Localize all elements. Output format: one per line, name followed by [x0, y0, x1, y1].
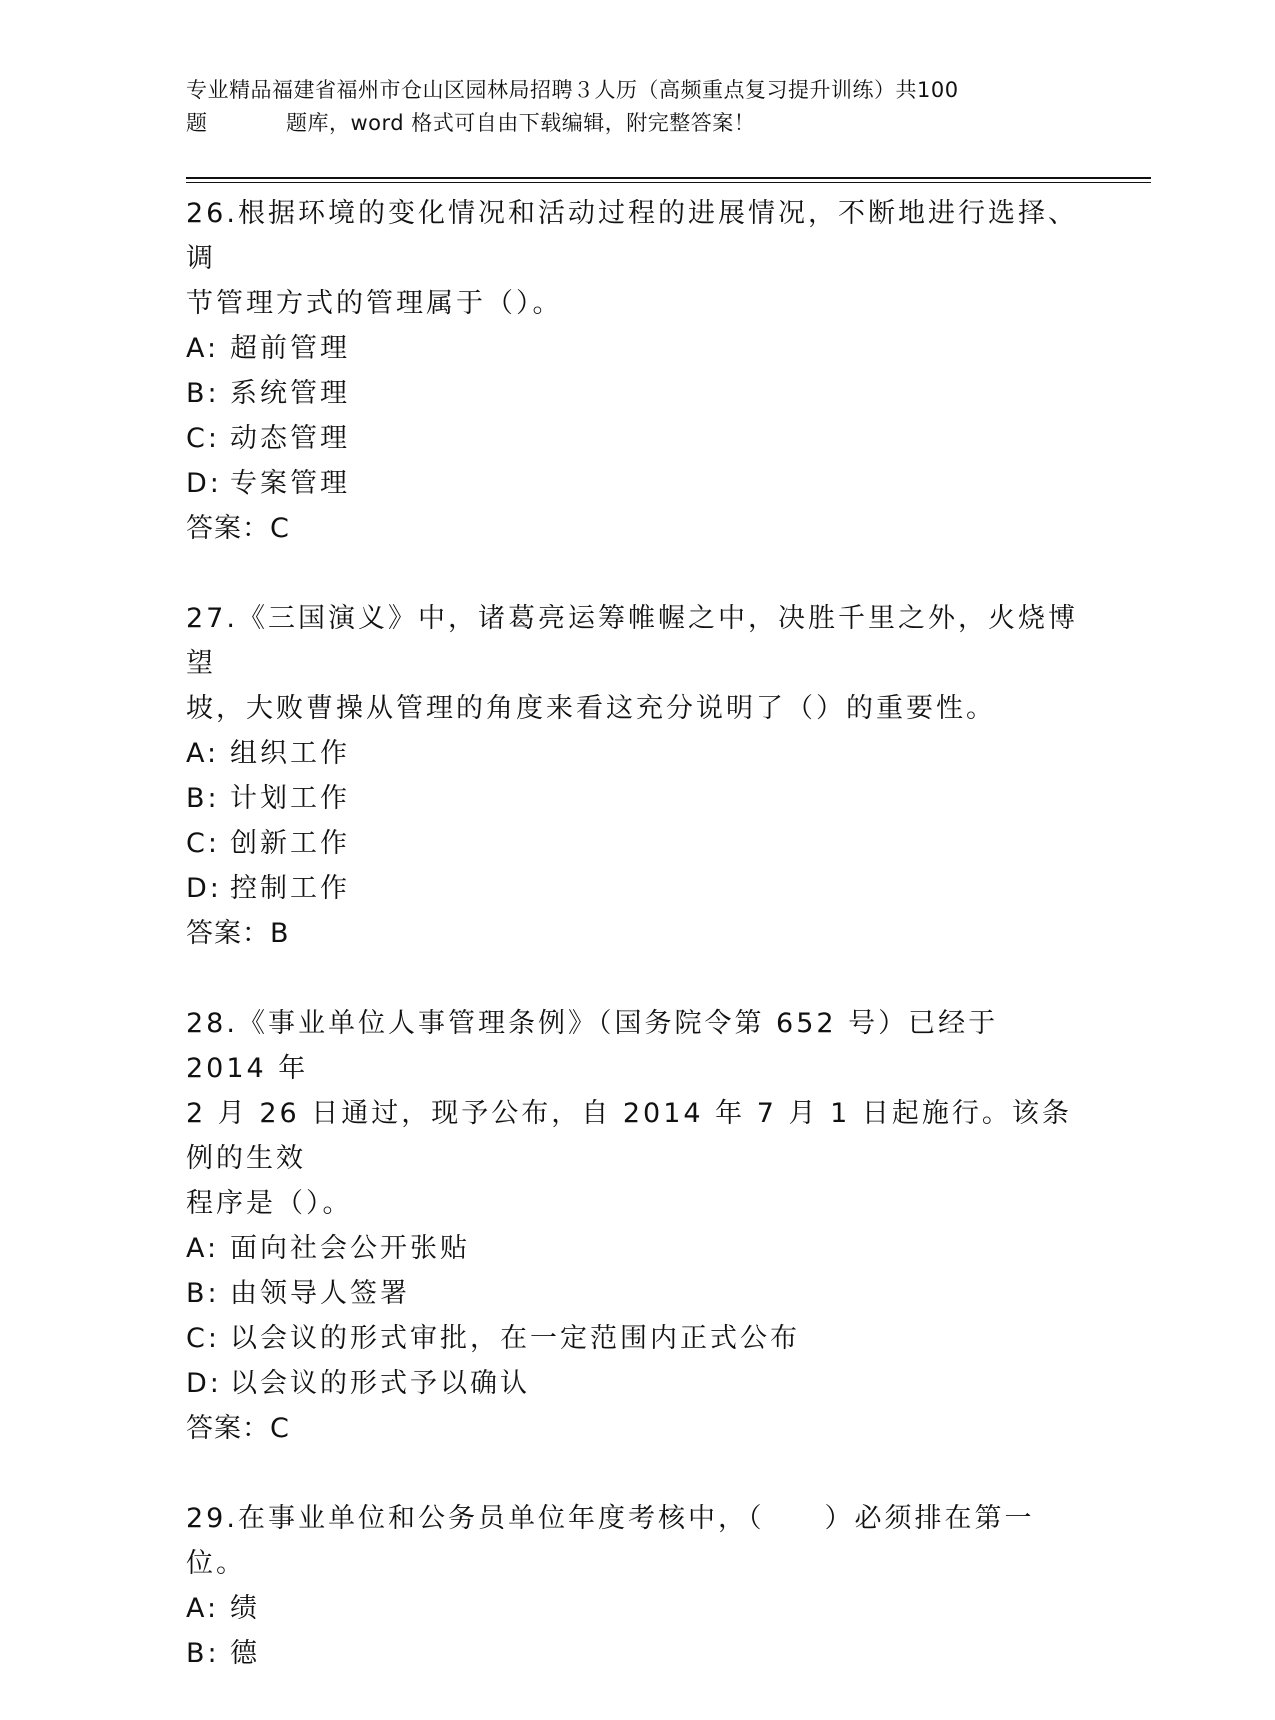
- option-b: [186, 371, 1086, 416]
- question-28: [186, 1001, 1086, 1452]
- question-list: [186, 191, 1086, 1720]
- answer-line: 答案：C: [186, 1413, 290, 1444]
- question-stem-line: 程序是（）。: [186, 1188, 353, 1219]
- option-c: [186, 1316, 1086, 1361]
- header-subtitle: 题库，word 格式可自由下载编辑，附完整答案！: [286, 111, 756, 135]
- option-key: A:: [186, 738, 220, 769]
- option-a: [186, 731, 1086, 776]
- option-key: D:: [186, 1368, 222, 1399]
- option-a: [186, 1586, 1086, 1631]
- option-key: B:: [186, 1278, 220, 1309]
- header-title-fragment: 题: [186, 111, 208, 135]
- option-key: A:: [186, 333, 220, 364]
- option-c: [186, 821, 1086, 866]
- option-text: 德: [230, 1638, 260, 1669]
- question-stem-line: 2 月 26 日通过，现予公布，自 2014 年 7 月 1 日起施行。该条例的生效: [186, 1098, 1072, 1174]
- option-key: D:: [186, 468, 222, 499]
- header-divider-thin: [186, 182, 1151, 183]
- question-26: [186, 191, 1086, 552]
- option-key: C:: [186, 828, 220, 859]
- header-title-line-1: 专业精品福建省福州市仓山区园林局招聘３人历（高频重点复习提升训练）共100: [186, 78, 959, 102]
- option-text: 组织工作: [230, 738, 350, 769]
- option-d: [186, 866, 1086, 911]
- option-text: 以会议的形式予以确认: [230, 1368, 530, 1399]
- header-divider-thick: [186, 177, 1151, 179]
- option-a: [186, 1226, 1086, 1271]
- option-a: [186, 326, 1086, 371]
- option-d: [186, 461, 1086, 506]
- option-text: 系统管理: [230, 378, 350, 409]
- option-text: 专案管理: [230, 468, 350, 499]
- option-text: 创新工作: [230, 828, 350, 859]
- option-b: [186, 1271, 1086, 1316]
- option-text: 计划工作: [230, 783, 350, 814]
- option-text: 控制工作: [230, 873, 350, 904]
- answer-line: 答案：C: [186, 513, 290, 544]
- option-c: [186, 416, 1086, 461]
- option-d: [186, 1361, 1086, 1406]
- question-27: [186, 596, 1086, 957]
- option-b: [186, 1631, 1086, 1676]
- option-text: 动态管理: [230, 423, 350, 454]
- question-stem-line: 27.《三国演义》中，诸葛亮运筹帷幄之中，决胜千里之外，火烧博望: [186, 603, 1078, 679]
- option-text: 以会议的形式审批，在一定范围内正式公布: [230, 1323, 800, 1354]
- option-key: A:: [186, 1593, 220, 1624]
- option-text: 面向社会公开张贴: [230, 1233, 470, 1264]
- question-29: [186, 1496, 1086, 1676]
- document-header: [186, 74, 1086, 140]
- option-key: D:: [186, 873, 222, 904]
- option-key: B:: [186, 1638, 220, 1669]
- question-stem-line: 节管理方式的管理属于（）。: [186, 288, 563, 319]
- option-text: 超前管理: [230, 333, 350, 364]
- option-key: B:: [186, 378, 220, 409]
- option-text: 由领导人签署: [230, 1278, 410, 1309]
- option-key: A:: [186, 1233, 220, 1264]
- option-text: 绩: [230, 1593, 260, 1624]
- option-b: [186, 776, 1086, 821]
- question-stem-line: 28.《事业单位人事管理条例》（国务院令第 652 号）已经于 2014 年: [186, 1008, 999, 1084]
- question-stem-line: 29.在事业单位和公务员单位年度考核中，（ ）必须排在第一位。: [186, 1503, 1035, 1579]
- header-title-line-2: [186, 107, 1086, 140]
- question-stem-line: 26.根据环境的变化情况和活动过程的进展情况，不断地进行选择、调: [186, 198, 1078, 274]
- option-key: B:: [186, 783, 220, 814]
- option-key: C:: [186, 1323, 220, 1354]
- question-stem-line: 坡，大败曹操从管理的角度来看这充分说明了（）的重要性。: [186, 693, 996, 724]
- answer-line: 答案：B: [186, 918, 290, 949]
- option-key: C:: [186, 423, 220, 454]
